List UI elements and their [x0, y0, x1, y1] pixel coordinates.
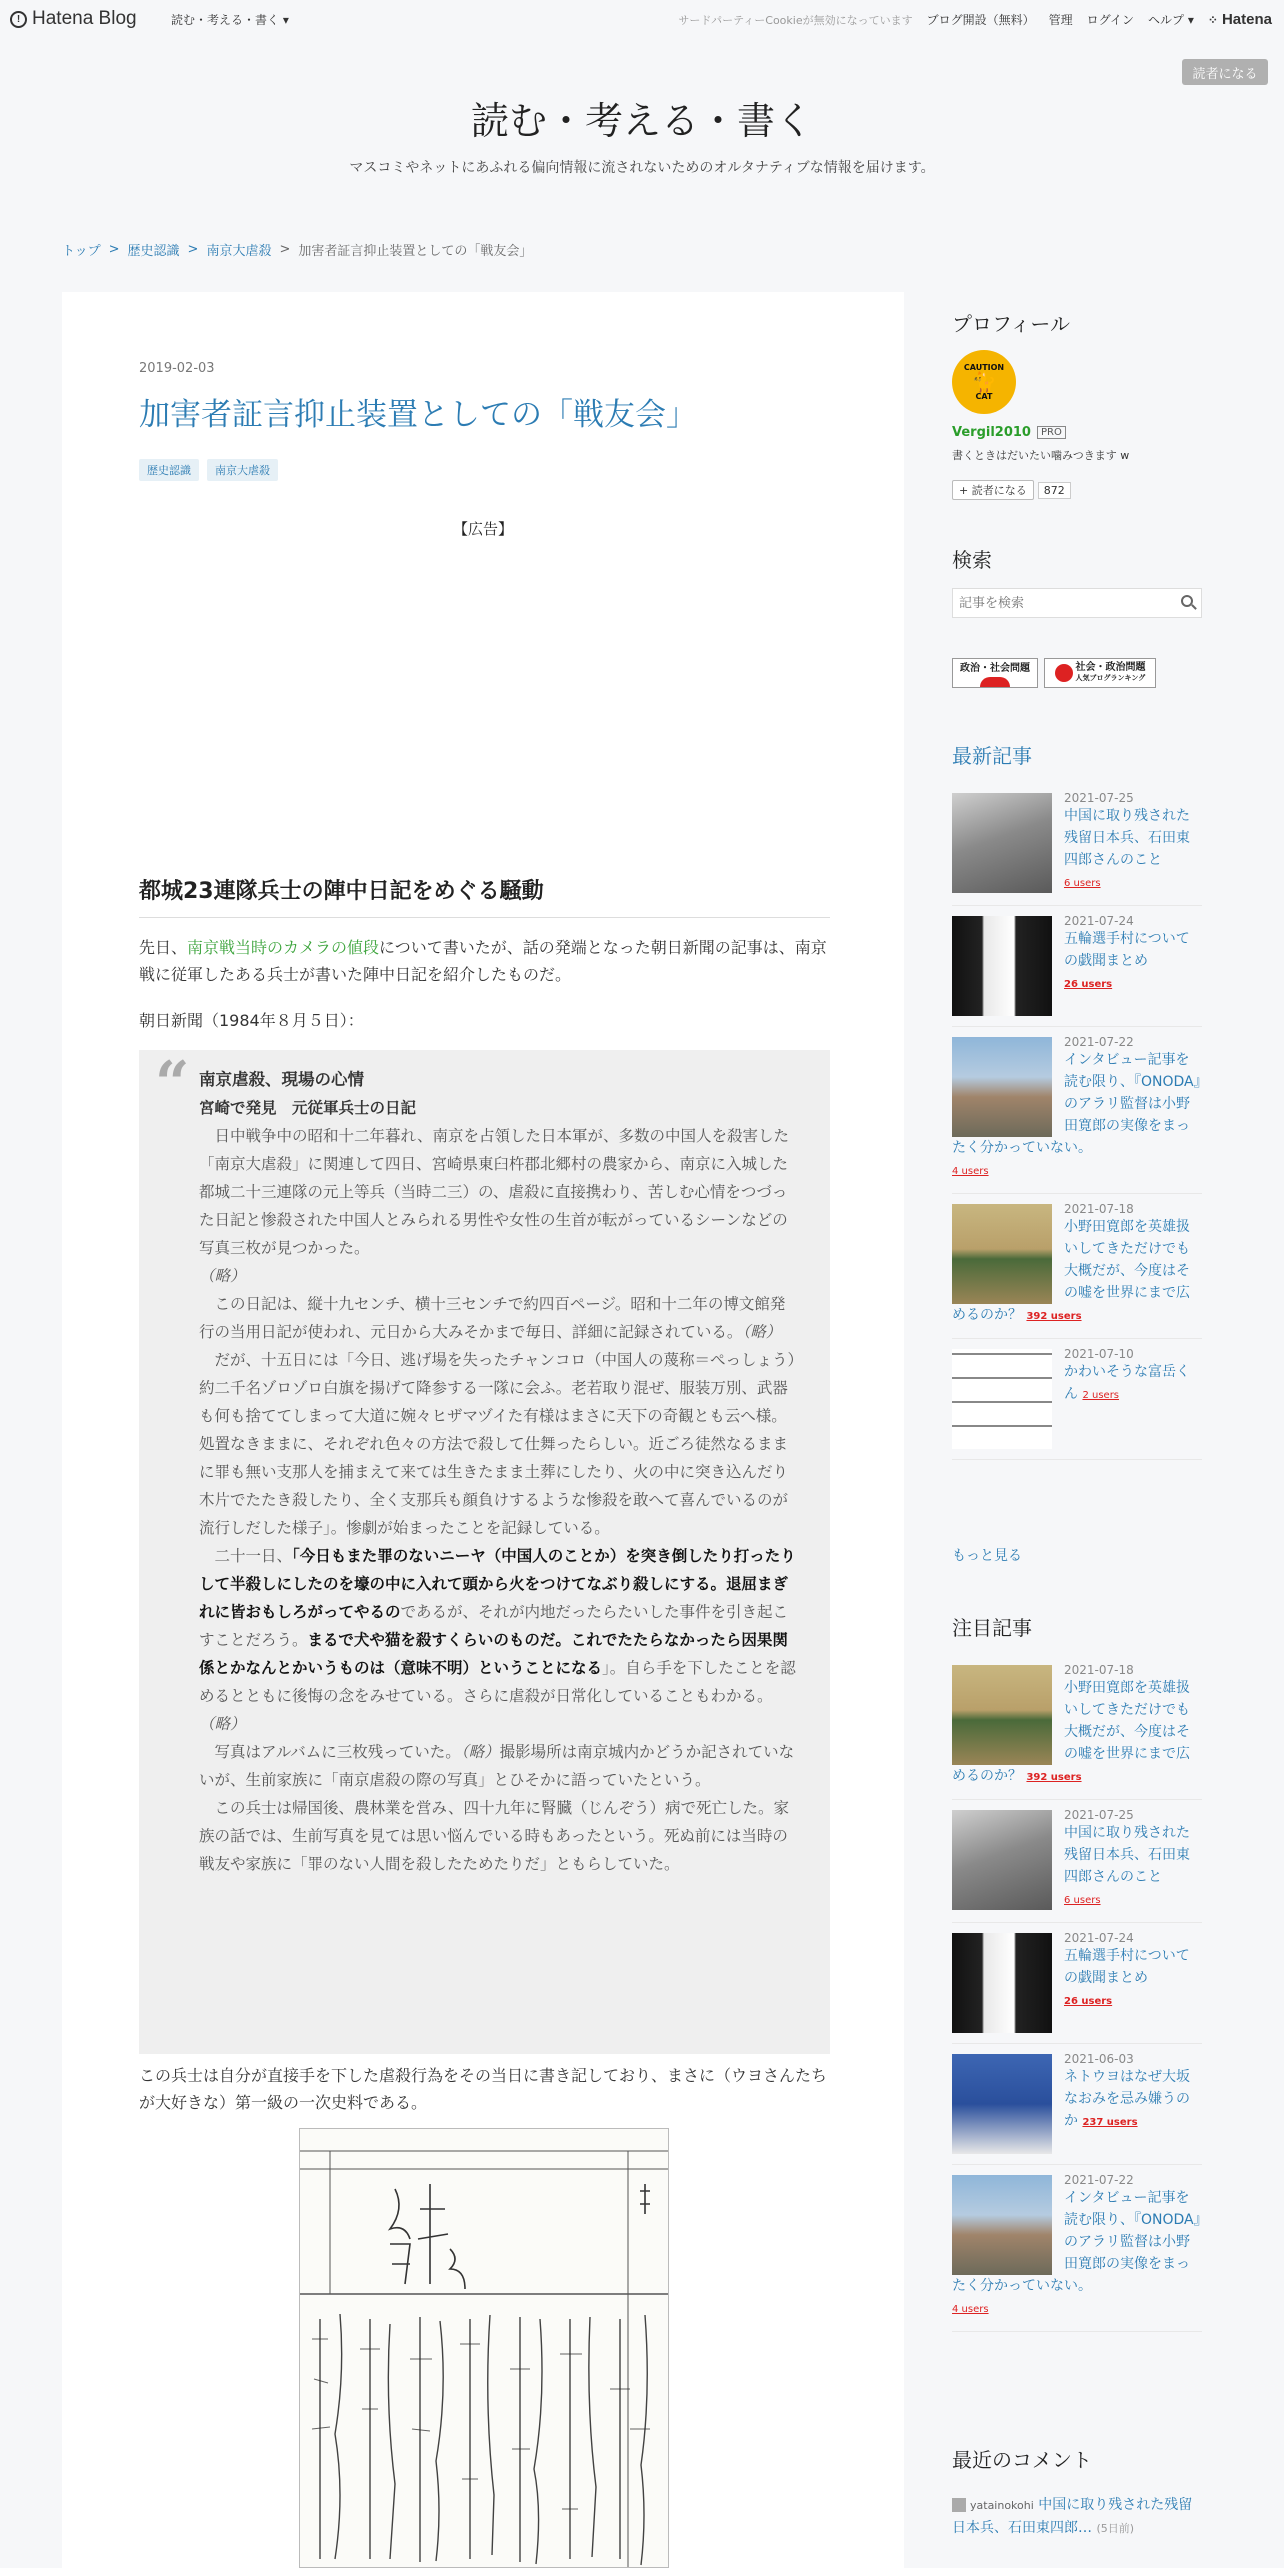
- quote-omission: （略）: [199, 1267, 246, 1285]
- breadcrumb-category-nanjing[interactable]: 南京大虐殺: [206, 244, 272, 259]
- commenter-name[interactable]: yatainokohi: [970, 2499, 1034, 2512]
- breadcrumb-separator: >: [279, 242, 291, 257]
- ad-label: 【広告】: [452, 520, 513, 538]
- comment-entry-link[interactable]: 中国に取り残された残留日本兵、石田東四郎…: [952, 2497, 1193, 2536]
- blog-ranking-banner[interactable]: 社会・政治問題 人気ブログランキング: [1044, 658, 1156, 688]
- comment-time: (5日前): [1096, 2522, 1135, 2535]
- login-link[interactable]: ログイン: [1086, 13, 1135, 27]
- search-input[interactable]: [953, 589, 1168, 617]
- quote-paragraph: 写真はアルバムに三枚残っていた。（略）撮影場所は南京城内かどうか記されていないが、生前家族に「南京虐殺の際の写真」とひそかに語っていたという。: [199, 1743, 795, 1789]
- profile-name[interactable]: Vergil2010 PRO: [952, 425, 1066, 440]
- open-blog-link[interactable]: ブログ開設（無料）: [926, 13, 1035, 27]
- bookmark-count[interactable]: 6 users: [1064, 878, 1101, 889]
- sidebar: [952, 0, 1202, 2568]
- list-item[interactable]: 2021-07-24 五輪選手村についての戯聞まとめ 26 users: [952, 906, 1202, 1027]
- quote-paragraph: 日中戦争中の昭和十二年暮れ、南京を占領した日本軍が、多数の中国人を殺害した「南京大虐殺」に関連して四日、宮崎県東臼杵郡北郷村の農家から、南京に入城した都城二十三連隊の元上等兵（当時二三）の、虐殺に直接携わり、苦しむ心情をつづった日記と惨殺された中国人とみられる男性や女性の生首が転がっているシーンなどの写真三枚が見つかった。: [199, 1127, 789, 1257]
- breadcrumb-separator: >: [108, 242, 120, 257]
- bookmark-count[interactable]: 392 users: [1026, 1311, 1082, 1322]
- entry-thumbnail[interactable]: [952, 916, 1052, 1016]
- avatar[interactable]: CAUTION 🐈 CAT: [952, 350, 1016, 414]
- hatena-blog-logo[interactable]: ! Hatena Blog: [10, 8, 137, 30]
- profile-description: 書くときはだいたい噛みつきます w: [952, 449, 1130, 462]
- breadcrumb: [62, 240, 532, 259]
- bookmark-count[interactable]: 6 users: [1064, 1895, 1101, 1906]
- entry-thumbnail[interactable]: [952, 1665, 1052, 1765]
- hatena-grid-icon: ⁘: [1207, 12, 1218, 27]
- pro-badge: PRO: [1037, 426, 1066, 439]
- breadcrumb-top[interactable]: トップ: [62, 244, 101, 259]
- entry-date[interactable]: 2019-02-03: [139, 361, 215, 376]
- more-link[interactable]: もっと見る: [952, 1548, 1022, 1564]
- featured-entries-heading: 注目記事: [952, 1616, 1032, 1640]
- entry-thumbnail[interactable]: [952, 1349, 1052, 1449]
- politics-ranking-banner[interactable]: 政治・社会問題: [952, 658, 1038, 688]
- entry-title[interactable]: 加害者証言抑止装置としての「戦友会」: [139, 397, 697, 433]
- search-icon[interactable]: [1181, 595, 1193, 607]
- cat-icon: 🐈: [971, 370, 997, 394]
- list-item[interactable]: 2021-07-25 中国に取り残された残留日本兵、石田東四郎さんのこと 6 users: [952, 783, 1202, 906]
- bookmark-count[interactable]: 237 users: [1082, 2117, 1138, 2128]
- comment-item: [952, 2494, 1202, 2540]
- category-tag[interactable]: 南京大虐殺: [207, 459, 278, 481]
- camera-price-link[interactable]: 南京戦当時のカメラの値段: [187, 938, 380, 957]
- entry-thumbnail[interactable]: [952, 1810, 1052, 1910]
- help-menu[interactable]: ヘルプ ▾: [1148, 13, 1194, 27]
- quote-subtitle: 宮崎で発見 元従軍兵士の日記: [199, 1099, 417, 1117]
- list-item[interactable]: 2021-07-25 中国に取り残された残留日本兵、石田東四郎さんのこと 6 users: [952, 1800, 1202, 1923]
- follow-button[interactable]: + 読者になる: [952, 480, 1034, 500]
- list-item[interactable]: 2021-07-18 小野田寛郎を英雄扱いしてきただけでも大概だが、今度はその嘘を世界にまで広めるのか？ 392 users: [952, 1194, 1202, 1339]
- quote-paragraph: だが、十五日には「今日、逃げ場を失ったチャンコロ（中国人の蔑称＝ぺっしょう）約二千名ゾロゾロ白旗を揚げて降参する一隊に会ふ。老若取り混ぜ、服装万別、武器も何も捨ててしまって大道に婉々ヒザマヅイた有様はまさに天下の奇観とも云へ様。処置なきままに、それぞれ色々の方法で殺して仕舞ったらしい。近ごろ徒然なるままに罪も無い支那人を捕まえて来ては生きたまま土葬にしたり、火の中に突き込んだり木片でたたき殺したり、全く支那兵も顔負けするような惨殺を敢へて喜んでいるのが流行しだした様子」。惨劇が始まったことを記録している。: [199, 1351, 796, 1537]
- recent-comments-heading: 最近のコメント: [952, 2448, 1092, 2472]
- diary-image: [299, 2128, 669, 2568]
- quote-omission: （略）: [199, 1715, 246, 1733]
- list-item[interactable]: 2021-07-22 インタビュー記事を読む限り、『ONODA』のアラリ監督は小野田寛郎の実像をまったく分かっていない。 4 users: [952, 1027, 1202, 1194]
- blockquote: [139, 1050, 830, 2054]
- quote-paragraph: 二十一日、「今日もまた罪のないニーヤ（中国人のことか）を突き倒したり打ったりして半殺しにしたのを壕の中に入れて頭から火をつけてなぶり殺しにする。退屈まぎれに皆おもしろがってやるのであるが、それが内地だったらたいした事件を引き起こすことだろう。まるで犬や猫を殺すくらいのものだ。これでたたらなかったら因果関係とかなんとかいうものは（意味不明）ということになる」。自ら手を下したことを認めるとともに後悔の念をみせている。さらに虐殺が日常化していることもわかる。: [199, 1547, 796, 1705]
- recent-entries-heading[interactable]: 最新記事: [952, 744, 1032, 768]
- paragraph: 先日、南京戦当時のカメラの値段について書いたが、話の発端となった朝日新聞の記事は、南京戦に従軍したある兵士が書いた陣中日記を紹介したものだ。: [139, 938, 827, 984]
- entry-thumbnail[interactable]: [952, 1933, 1052, 2033]
- category-tag[interactable]: 歴史認識: [139, 459, 199, 481]
- hatena-menu[interactable]: ⁘ Hatena: [1207, 11, 1272, 28]
- search-form: [952, 588, 1202, 618]
- paragraph: 朝日新聞（1984年８月５日）：: [139, 1011, 364, 1030]
- quote-paragraph: この兵士は帰国後、農林業を営み、四十九年に腎臓（じんぞう）病で死亡した。家族の話では、生前写真を見ては思い悩んでいる時もあったという。死ぬ前には当時の戦友や家族に「罪のない人間を殺したためたりだ」ともらしていた。: [199, 1799, 789, 1873]
- search-heading: 検索: [952, 548, 992, 572]
- list-item[interactable]: 2021-06-03 ネトウヨはなぜ大坂なおみを忌み嫌うのか 237 users: [952, 2044, 1202, 2165]
- subscribe-button[interactable]: 読者になる: [1182, 59, 1268, 85]
- entry-thumbnail[interactable]: [952, 2175, 1052, 2275]
- list-item[interactable]: 2021-07-10 かわいそうな富岳くん 2 users: [952, 1339, 1202, 1460]
- bookmark-count[interactable]: 2 users: [1082, 1390, 1120, 1401]
- list-item[interactable]: 2021-07-24 五輪選手村についての戯聞まとめ 26 users: [952, 1923, 1202, 2044]
- featured-entries-list: [952, 1655, 1202, 2332]
- quote-paragraph: この日記は、縦十九センチ、横十三センチで約四百ページ。昭和十二年の博文館発行の当用日記が使われ、元日から大みそかまで毎日、詳細に記録されている。（略）: [199, 1295, 786, 1341]
- entry-thumbnail[interactable]: [952, 1037, 1052, 1137]
- entry-thumbnail[interactable]: [952, 793, 1052, 893]
- bookmark-count[interactable]: 26 users: [1064, 979, 1113, 990]
- diary-image-drawing: [300, 2129, 669, 2568]
- list-item[interactable]: 2021-07-18 小野田寛郎を英雄扱いしてきただけでも大概だが、今度はその嘘を世界にまで広めるのか？ 392 users: [952, 1655, 1202, 1800]
- follower-count[interactable]: 872: [1038, 482, 1071, 499]
- breadcrumb-current: 加害者証言抑止装置としての「戦友会」: [298, 244, 533, 259]
- plus-icon: +: [959, 484, 969, 497]
- bookmark-count[interactable]: 26 users: [1064, 1996, 1113, 2007]
- blog-menu[interactable]: 読む・考える・書く ▾: [171, 13, 289, 27]
- breadcrumb-category-history[interactable]: 歴史認識: [127, 244, 180, 259]
- cookie-notice[interactable]: サードパーティーCookieが無効になっています: [678, 13, 913, 27]
- bookmark-count[interactable]: 4 users: [952, 1166, 989, 1177]
- article: [62, 292, 904, 2568]
- breadcrumb-separator: >: [187, 242, 199, 257]
- recent-entries-list: [952, 783, 1202, 1460]
- blog-description: マスコミやネットにあふれる偏向情報に流されないためのオルタナティブな情報を届けます。: [349, 160, 935, 176]
- entry-thumbnail[interactable]: [952, 1204, 1052, 1304]
- ranking-logo-icon: [1055, 664, 1073, 682]
- admin-link[interactable]: 管理: [1048, 13, 1073, 27]
- quote-icon: “: [155, 1049, 190, 1119]
- follow-widget: [952, 480, 1071, 500]
- section-heading: 都城23連隊兵士の陣中日記をめぐる騒動: [139, 874, 830, 918]
- entry-categories: [139, 459, 278, 481]
- banner-logo-icon: [980, 677, 1010, 687]
- list-item[interactable]: 2021-07-22 インタビュー記事を読む限り、『ONODA』のアラリ監督は小野田寛郎の実像をまったく分かっていない。 4 users: [952, 2165, 1202, 2332]
- entry-thumbnail[interactable]: [952, 2054, 1052, 2154]
- bookmark-count[interactable]: 392 users: [1026, 1772, 1082, 1783]
- paragraph: この兵士は自分が直接手を下した虐殺行為をその当日に書き記しており、まさに（ウヨさんたちが大好きな）第一級の一次史料である。: [139, 2066, 828, 2112]
- profile-heading: プロフィール: [952, 312, 1070, 336]
- hatena-logo-icon: !: [10, 11, 27, 28]
- ranking-banners: [952, 658, 1156, 688]
- commenter-avatar-icon: [952, 2498, 966, 2512]
- bookmark-count[interactable]: 4 users: [952, 2304, 989, 2315]
- blog-title[interactable]: 読む・考える・書く: [470, 99, 813, 143]
- quote-title: 南京虐殺、現場の心情: [199, 1070, 364, 1089]
